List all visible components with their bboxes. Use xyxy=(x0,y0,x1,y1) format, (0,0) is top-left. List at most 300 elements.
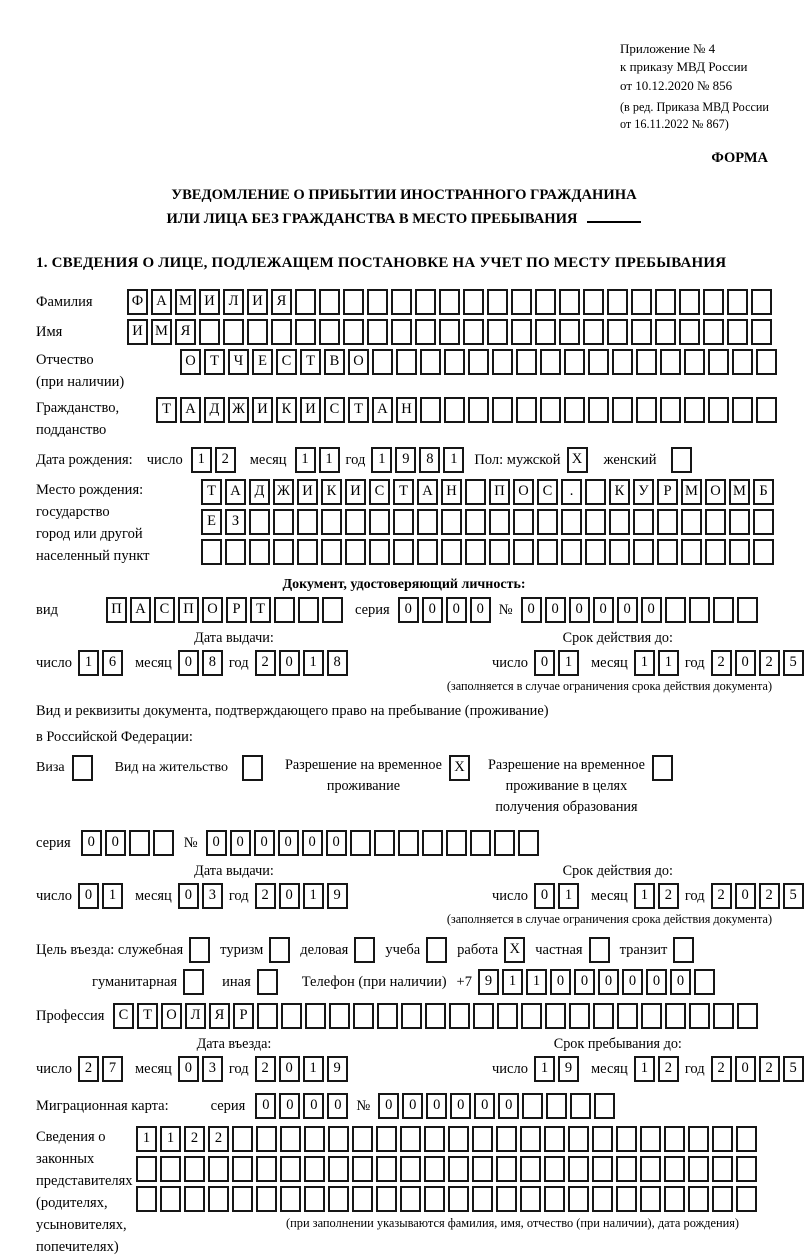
char-cell[interactable] xyxy=(612,349,633,375)
char-cell[interactable] xyxy=(681,539,702,565)
char-cell[interactable] xyxy=(559,289,580,315)
char-cell[interactable] xyxy=(496,1186,517,1212)
char-cell[interactable]: 2 xyxy=(255,1056,276,1082)
char-cell[interactable] xyxy=(487,319,508,345)
char-cell[interactable] xyxy=(616,1186,637,1212)
char-cell[interactable] xyxy=(247,319,268,345)
char-cell[interactable]: 1 xyxy=(371,447,392,473)
char-cell[interactable]: 1 xyxy=(443,447,464,473)
char-cell[interactable] xyxy=(689,1003,710,1029)
char-cell[interactable] xyxy=(377,1003,398,1029)
char-cell[interactable]: 0 xyxy=(735,1056,756,1082)
char-cell[interactable] xyxy=(617,1003,638,1029)
char-cell[interactable] xyxy=(223,319,244,345)
char-cell[interactable]: Ч xyxy=(228,349,249,375)
char-cell[interactable]: 0 xyxy=(279,1056,300,1082)
char-cell[interactable] xyxy=(521,1003,542,1029)
char-cell[interactable] xyxy=(511,319,532,345)
char-cell[interactable] xyxy=(424,1156,445,1182)
char-cell[interactable]: 0 xyxy=(178,650,199,676)
char-cell[interactable]: 0 xyxy=(593,597,614,623)
char-cell[interactable]: 2 xyxy=(759,650,780,676)
char-cell[interactable]: Н xyxy=(441,479,462,505)
char-cell[interactable] xyxy=(688,1156,709,1182)
char-cell[interactable]: 2 xyxy=(208,1126,229,1152)
char-cell[interactable] xyxy=(448,1126,469,1152)
char-cell[interactable] xyxy=(496,1156,517,1182)
char-cell[interactable] xyxy=(535,319,556,345)
char-cell[interactable]: Т xyxy=(393,479,414,505)
char-cell[interactable] xyxy=(657,539,678,565)
char-cell[interactable]: 0 xyxy=(279,650,300,676)
char-cell[interactable]: О xyxy=(161,1003,182,1029)
char-cell[interactable] xyxy=(425,1003,446,1029)
char-cell[interactable] xyxy=(520,1156,541,1182)
char-cell[interactable]: 0 xyxy=(641,597,662,623)
char-cell[interactable]: Р xyxy=(657,479,678,505)
char-cell[interactable] xyxy=(328,1186,349,1212)
char-cell[interactable] xyxy=(487,289,508,315)
char-cell[interactable] xyxy=(520,1126,541,1152)
char-cell[interactable] xyxy=(588,349,609,375)
char-cell[interactable] xyxy=(664,1126,685,1152)
char-cell[interactable] xyxy=(496,1126,517,1152)
char-cell[interactable] xyxy=(585,539,606,565)
char-cell[interactable]: 9 xyxy=(327,1056,348,1082)
char-cell[interactable] xyxy=(439,319,460,345)
char-cell[interactable] xyxy=(583,289,604,315)
char-cell[interactable]: 1 xyxy=(526,969,547,995)
char-cell[interactable]: 7 xyxy=(102,1056,123,1082)
char-cell[interactable] xyxy=(439,289,460,315)
char-cell[interactable]: М xyxy=(175,289,196,315)
char-cell[interactable] xyxy=(544,1186,565,1212)
char-cell[interactable] xyxy=(208,1156,229,1182)
char-cell[interactable]: 0 xyxy=(474,1093,495,1119)
char-cell[interactable] xyxy=(319,289,340,315)
char-cell[interactable] xyxy=(713,1003,734,1029)
char-cell[interactable]: Я xyxy=(175,319,196,345)
char-cell[interactable]: 0 xyxy=(81,830,102,856)
char-cell[interactable]: 0 xyxy=(327,1093,348,1119)
char-cell[interactable]: Н xyxy=(396,397,417,423)
char-cell[interactable] xyxy=(640,1186,661,1212)
char-cell[interactable] xyxy=(298,597,319,623)
char-cell[interactable] xyxy=(494,830,515,856)
char-cell[interactable] xyxy=(665,1003,686,1029)
char-cell[interactable]: 0 xyxy=(598,969,619,995)
char-cell[interactable] xyxy=(225,539,246,565)
char-cell[interactable] xyxy=(280,1156,301,1182)
char-cell[interactable]: Т xyxy=(300,349,321,375)
char-cell[interactable]: 1 xyxy=(160,1126,181,1152)
char-cell[interactable] xyxy=(737,597,758,623)
char-cell[interactable] xyxy=(376,1126,397,1152)
char-cell[interactable] xyxy=(592,1126,613,1152)
char-cell[interactable] xyxy=(537,509,558,535)
char-cell[interactable] xyxy=(281,1003,302,1029)
char-cell[interactable] xyxy=(463,289,484,315)
char-cell[interactable] xyxy=(304,1156,325,1182)
char-cell[interactable] xyxy=(616,1156,637,1182)
char-cell[interactable] xyxy=(688,1186,709,1212)
char-cell[interactable] xyxy=(232,1186,253,1212)
char-cell[interactable] xyxy=(756,349,777,375)
char-cell[interactable] xyxy=(616,1126,637,1152)
purpose-study-checkbox[interactable] xyxy=(426,937,447,963)
char-cell[interactable] xyxy=(631,289,652,315)
char-cell[interactable]: 0 xyxy=(255,1093,276,1119)
char-cell[interactable]: 0 xyxy=(254,830,275,856)
char-cell[interactable]: 0 xyxy=(498,1093,519,1119)
char-cell[interactable] xyxy=(546,1093,567,1119)
char-cell[interactable]: 6 xyxy=(102,650,123,676)
char-cell[interactable] xyxy=(473,1003,494,1029)
char-cell[interactable]: 0 xyxy=(450,1093,471,1119)
char-cell[interactable] xyxy=(352,1156,373,1182)
char-cell[interactable] xyxy=(468,349,489,375)
char-cell[interactable] xyxy=(184,1156,205,1182)
char-cell[interactable] xyxy=(612,397,633,423)
char-cell[interactable] xyxy=(729,509,750,535)
char-cell[interactable]: 0 xyxy=(574,969,595,995)
char-cell[interactable] xyxy=(417,509,438,535)
char-cell[interactable] xyxy=(328,1126,349,1152)
char-cell[interactable]: Т xyxy=(137,1003,158,1029)
char-cell[interactable]: 0 xyxy=(521,597,542,623)
char-cell[interactable] xyxy=(564,397,585,423)
char-cell[interactable]: 1 xyxy=(319,447,340,473)
char-cell[interactable] xyxy=(489,539,510,565)
char-cell[interactable]: 2 xyxy=(658,1056,679,1082)
char-cell[interactable] xyxy=(736,1126,757,1152)
char-cell[interactable]: 0 xyxy=(302,830,323,856)
char-cell[interactable] xyxy=(472,1126,493,1152)
char-cell[interactable] xyxy=(568,1156,589,1182)
char-cell[interactable] xyxy=(545,1003,566,1029)
char-cell[interactable]: К xyxy=(321,479,342,505)
char-cell[interactable] xyxy=(444,397,465,423)
char-cell[interactable] xyxy=(688,1126,709,1152)
char-cell[interactable]: 0 xyxy=(622,969,643,995)
char-cell[interactable] xyxy=(470,830,491,856)
char-cell[interactable] xyxy=(592,1186,613,1212)
char-cell[interactable] xyxy=(441,509,462,535)
char-cell[interactable]: К xyxy=(609,479,630,505)
char-cell[interactable] xyxy=(422,830,443,856)
char-cell[interactable] xyxy=(321,509,342,535)
char-cell[interactable]: Л xyxy=(223,289,244,315)
char-cell[interactable]: 1 xyxy=(303,1056,324,1082)
char-cell[interactable]: 9 xyxy=(558,1056,579,1082)
char-cell[interactable] xyxy=(369,539,390,565)
char-cell[interactable] xyxy=(398,830,419,856)
char-cell[interactable]: Е xyxy=(252,349,273,375)
char-cell[interactable] xyxy=(705,539,726,565)
char-cell[interactable]: Л xyxy=(185,1003,206,1029)
char-cell[interactable]: 0 xyxy=(230,830,251,856)
purpose-private-checkbox[interactable] xyxy=(589,937,610,963)
char-cell[interactable] xyxy=(594,1093,615,1119)
char-cell[interactable] xyxy=(329,1003,350,1029)
char-cell[interactable] xyxy=(274,597,295,623)
char-cell[interactable]: И xyxy=(252,397,273,423)
char-cell[interactable]: 2 xyxy=(78,1056,99,1082)
char-cell[interactable]: 0 xyxy=(303,1093,324,1119)
char-cell[interactable] xyxy=(633,539,654,565)
char-cell[interactable] xyxy=(304,1126,325,1152)
char-cell[interactable]: 5 xyxy=(783,1056,804,1082)
char-cell[interactable] xyxy=(544,1126,565,1152)
char-cell[interactable]: У xyxy=(633,479,654,505)
char-cell[interactable] xyxy=(280,1126,301,1152)
char-cell[interactable]: 2 xyxy=(759,1056,780,1082)
char-cell[interactable] xyxy=(640,1126,661,1152)
char-cell[interactable]: 3 xyxy=(202,1056,223,1082)
char-cell[interactable] xyxy=(561,509,582,535)
char-cell[interactable] xyxy=(593,1003,614,1029)
char-cell[interactable] xyxy=(444,349,465,375)
char-cell[interactable] xyxy=(736,1156,757,1182)
char-cell[interactable]: И xyxy=(345,479,366,505)
char-cell[interactable]: 1 xyxy=(102,883,123,909)
char-cell[interactable] xyxy=(199,319,220,345)
char-cell[interactable] xyxy=(400,1126,421,1152)
char-cell[interactable] xyxy=(415,319,436,345)
char-cell[interactable]: 5 xyxy=(783,883,804,909)
char-cell[interactable]: П xyxy=(489,479,510,505)
char-cell[interactable] xyxy=(664,1186,685,1212)
char-cell[interactable]: 0 xyxy=(78,883,99,909)
char-cell[interactable] xyxy=(391,289,412,315)
char-cell[interactable] xyxy=(664,1156,685,1182)
char-cell[interactable] xyxy=(420,349,441,375)
char-cell[interactable]: 1 xyxy=(634,1056,655,1082)
char-cell[interactable] xyxy=(273,509,294,535)
char-cell[interactable] xyxy=(249,509,270,535)
char-cell[interactable] xyxy=(516,349,537,375)
char-cell[interactable]: О xyxy=(202,597,223,623)
char-cell[interactable] xyxy=(465,539,486,565)
char-cell[interactable] xyxy=(401,1003,422,1029)
char-cell[interactable]: . xyxy=(561,479,582,505)
char-cell[interactable] xyxy=(249,539,270,565)
char-cell[interactable]: 0 xyxy=(398,597,419,623)
char-cell[interactable]: И xyxy=(199,289,220,315)
char-cell[interactable] xyxy=(585,479,606,505)
char-cell[interactable]: Е xyxy=(201,509,222,535)
char-cell[interactable]: Т xyxy=(156,397,177,423)
char-cell[interactable]: 1 xyxy=(558,883,579,909)
char-cell[interactable]: В xyxy=(324,349,345,375)
char-cell[interactable] xyxy=(257,1003,278,1029)
char-cell[interactable]: Д xyxy=(249,479,270,505)
char-cell[interactable] xyxy=(492,349,513,375)
char-cell[interactable] xyxy=(295,289,316,315)
char-cell[interactable] xyxy=(153,830,174,856)
char-cell[interactable] xyxy=(708,349,729,375)
char-cell[interactable] xyxy=(727,319,748,345)
char-cell[interactable]: З xyxy=(225,509,246,535)
char-cell[interactable] xyxy=(753,509,774,535)
char-cell[interactable] xyxy=(570,1093,591,1119)
char-cell[interactable]: 0 xyxy=(422,597,443,623)
char-cell[interactable] xyxy=(391,319,412,345)
char-cell[interactable]: С xyxy=(324,397,345,423)
char-cell[interactable] xyxy=(737,1003,758,1029)
char-cell[interactable] xyxy=(684,349,705,375)
char-cell[interactable] xyxy=(465,479,486,505)
temp-residence-checkbox[interactable]: X xyxy=(449,755,470,781)
char-cell[interactable] xyxy=(511,289,532,315)
char-cell[interactable]: С xyxy=(276,349,297,375)
char-cell[interactable]: Ж xyxy=(273,479,294,505)
char-cell[interactable] xyxy=(256,1126,277,1152)
char-cell[interactable]: 1 xyxy=(502,969,523,995)
char-cell[interactable] xyxy=(367,319,388,345)
char-cell[interactable] xyxy=(751,289,772,315)
char-cell[interactable]: 0 xyxy=(534,883,555,909)
char-cell[interactable] xyxy=(374,830,395,856)
char-cell[interactable] xyxy=(607,319,628,345)
char-cell[interactable]: Т xyxy=(201,479,222,505)
char-cell[interactable] xyxy=(535,289,556,315)
char-cell[interactable] xyxy=(689,597,710,623)
char-cell[interactable] xyxy=(756,397,777,423)
char-cell[interactable]: О xyxy=(348,349,369,375)
purpose-transit-checkbox[interactable] xyxy=(673,937,694,963)
char-cell[interactable] xyxy=(184,1186,205,1212)
char-cell[interactable] xyxy=(513,509,534,535)
char-cell[interactable]: 0 xyxy=(617,597,638,623)
char-cell[interactable]: 0 xyxy=(426,1093,447,1119)
char-cell[interactable] xyxy=(665,597,686,623)
char-cell[interactable] xyxy=(736,1186,757,1212)
char-cell[interactable] xyxy=(751,319,772,345)
char-cell[interactable] xyxy=(660,349,681,375)
char-cell[interactable]: 1 xyxy=(78,650,99,676)
char-cell[interactable]: П xyxy=(178,597,199,623)
char-cell[interactable] xyxy=(753,539,774,565)
char-cell[interactable] xyxy=(201,539,222,565)
char-cell[interactable] xyxy=(208,1186,229,1212)
char-cell[interactable] xyxy=(592,1156,613,1182)
char-cell[interactable]: А xyxy=(180,397,201,423)
char-cell[interactable] xyxy=(372,349,393,375)
char-cell[interactable]: 0 xyxy=(735,650,756,676)
char-cell[interactable]: 3 xyxy=(202,883,223,909)
char-cell[interactable] xyxy=(297,539,318,565)
char-cell[interactable]: Ф xyxy=(127,289,148,315)
char-cell[interactable]: 1 xyxy=(558,650,579,676)
char-cell[interactable]: 2 xyxy=(711,883,732,909)
char-cell[interactable] xyxy=(660,397,681,423)
char-cell[interactable] xyxy=(492,397,513,423)
char-cell[interactable]: 0 xyxy=(735,883,756,909)
char-cell[interactable] xyxy=(350,830,371,856)
char-cell[interactable] xyxy=(129,830,150,856)
char-cell[interactable]: А xyxy=(417,479,438,505)
char-cell[interactable] xyxy=(497,1003,518,1029)
char-cell[interactable]: 2 xyxy=(255,650,276,676)
char-cell[interactable]: 5 xyxy=(783,650,804,676)
char-cell[interactable]: И xyxy=(300,397,321,423)
char-cell[interactable]: 2 xyxy=(759,883,780,909)
char-cell[interactable]: 0 xyxy=(378,1093,399,1119)
char-cell[interactable] xyxy=(136,1186,157,1212)
char-cell[interactable]: 2 xyxy=(215,447,236,473)
char-cell[interactable] xyxy=(609,509,630,535)
char-cell[interactable]: Д xyxy=(204,397,225,423)
char-cell[interactable] xyxy=(631,319,652,345)
char-cell[interactable]: С xyxy=(369,479,390,505)
char-cell[interactable] xyxy=(732,397,753,423)
char-cell[interactable] xyxy=(518,830,539,856)
temp-residence-edu-checkbox[interactable] xyxy=(652,755,673,781)
char-cell[interactable]: Р xyxy=(226,597,247,623)
char-cell[interactable]: И xyxy=(247,289,268,315)
char-cell[interactable] xyxy=(424,1126,445,1152)
char-cell[interactable] xyxy=(607,289,628,315)
char-cell[interactable] xyxy=(513,539,534,565)
char-cell[interactable]: А xyxy=(225,479,246,505)
char-cell[interactable] xyxy=(345,539,366,565)
char-cell[interactable]: 0 xyxy=(278,830,299,856)
char-cell[interactable] xyxy=(160,1186,181,1212)
char-cell[interactable]: 9 xyxy=(478,969,499,995)
char-cell[interactable] xyxy=(472,1186,493,1212)
char-cell[interactable]: 2 xyxy=(658,883,679,909)
char-cell[interactable]: А xyxy=(151,289,172,315)
char-cell[interactable]: 1 xyxy=(191,447,212,473)
char-cell[interactable]: 1 xyxy=(295,447,316,473)
char-cell[interactable] xyxy=(232,1126,253,1152)
char-cell[interactable]: 0 xyxy=(670,969,691,995)
char-cell[interactable]: М xyxy=(681,479,702,505)
char-cell[interactable] xyxy=(641,1003,662,1029)
char-cell[interactable] xyxy=(636,349,657,375)
char-cell[interactable] xyxy=(712,1126,733,1152)
char-cell[interactable]: С xyxy=(113,1003,134,1029)
sex-female-checkbox[interactable] xyxy=(671,447,692,473)
char-cell[interactable]: О xyxy=(705,479,726,505)
char-cell[interactable] xyxy=(712,1186,733,1212)
char-cell[interactable] xyxy=(489,509,510,535)
char-cell[interactable] xyxy=(256,1156,277,1182)
char-cell[interactable]: 0 xyxy=(326,830,347,856)
char-cell[interactable] xyxy=(681,509,702,535)
char-cell[interactable] xyxy=(305,1003,326,1029)
char-cell[interactable]: 2 xyxy=(711,650,732,676)
char-cell[interactable] xyxy=(713,597,734,623)
char-cell[interactable] xyxy=(703,289,724,315)
char-cell[interactable] xyxy=(417,539,438,565)
char-cell[interactable] xyxy=(328,1156,349,1182)
char-cell[interactable]: Я xyxy=(209,1003,230,1029)
char-cell[interactable]: 9 xyxy=(395,447,416,473)
char-cell[interactable]: 2 xyxy=(184,1126,205,1152)
char-cell[interactable]: Я xyxy=(271,289,292,315)
char-cell[interactable] xyxy=(472,1156,493,1182)
char-cell[interactable]: 0 xyxy=(178,1056,199,1082)
char-cell[interactable] xyxy=(540,349,561,375)
char-cell[interactable]: С xyxy=(154,597,175,623)
char-cell[interactable] xyxy=(679,319,700,345)
char-cell[interactable]: 0 xyxy=(206,830,227,856)
char-cell[interactable]: 1 xyxy=(634,883,655,909)
char-cell[interactable]: С xyxy=(537,479,558,505)
char-cell[interactable] xyxy=(609,539,630,565)
